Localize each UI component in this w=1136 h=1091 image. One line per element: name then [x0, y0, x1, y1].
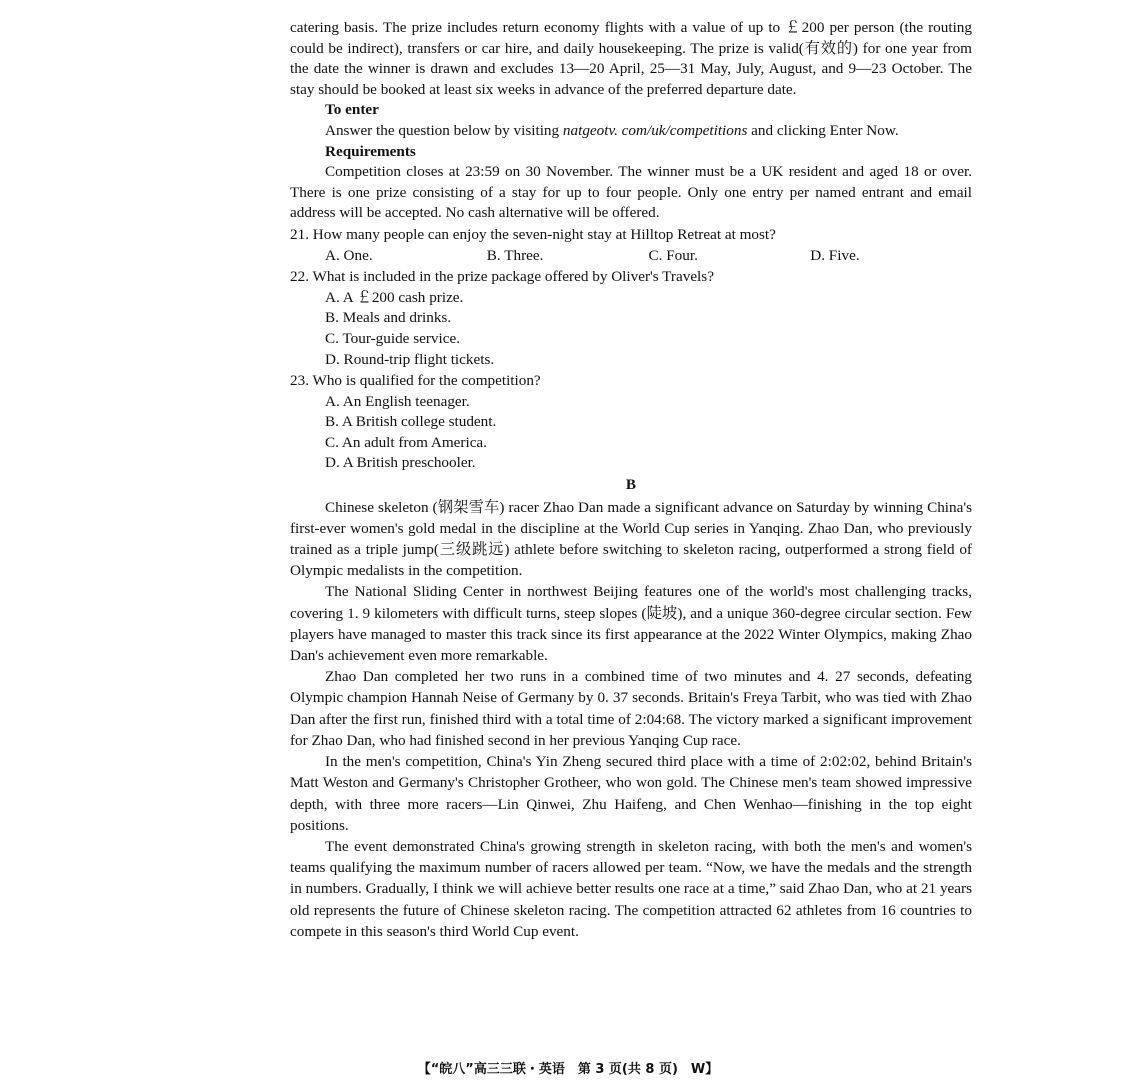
- page-footer: 【“皖八”高三三联・英语 第 3 页(共 8 页) W】: [417, 1062, 719, 1077]
- option-c: C. Tour-guide service.: [325, 329, 461, 347]
- passage-b-paragraph-2: The National Sliding Center in northwest Beijing features one of the world's most challenging tracks, covering 1. 9 kilometers with difficult turns, steep slopes (陡坡), and a unique 360-degree circular section. Few players have managed to master this track since its first appearance at the 2022 Winter Olympics, making Zhao Dan's achievement even more remarkable.: [290, 583, 972, 665]
- option-d: D. A British preschooler.: [325, 454, 476, 472]
- section-label-b: B: [625, 476, 637, 494]
- option-a: A. One.: [325, 246, 373, 264]
- question-stem: 22. What is included in the prize package offered by Oliver's Travels?: [290, 268, 714, 286]
- requirements-text: Competition closes at 23:59 on 30 November. The winner must be a UK resident and aged 18 or over. There is one prize consisting of a stay for up to four people. Only one entry per named entrant and email address will be accepted. No cash alternative will be offered.: [290, 163, 972, 222]
- question-23: [290, 371, 972, 474]
- passage-a-paragraph: catering basis. The prize includes return economy flights with a value of up to ￡200 per person (the routing could be indirect), transfers or car hire, and daily housekeeping. The prize is valid(有效的) for one year from the date the winner is drawn and excludes 13—20 April, 25—31 May, July, August, and 9—23 October. The stay should be booked at least six weeks in advance of the preferred departure date.: [290, 19, 972, 98]
- passage-b-paragraph-3: Zhao Dan completed her two runs in a combined time of two minutes and 4. 27 seconds, defeating Olympic champion Hannah Neise of Germany by 0. 37 seconds. Britain's Freya Tarbit, who was tied with Zhao Dan after the first run, finished third with a total time of 2:04:68. The victory marked a significant improvement for Zhao Dan, who had finished second in her previous Yanqing Cup race.: [290, 668, 972, 749]
- to-enter-heading: To enter: [325, 101, 379, 119]
- option-b: B. Three.: [486, 246, 544, 264]
- passage-b-paragraph-4: In the men's competition, China's Yin Zheng secured third place with a time of 2:02:02, behind Britain's Matt Weston and Germany's Christopher Grotheer, who won gold. The Chinese men's team showed impressive depth, with three more racers—Lin Qinwei, Zhu Haifeng, and Chen Wenhao—finishing in the top eight positions.: [290, 753, 972, 834]
- to-enter-text-pre: Answer the question below by visiting: [325, 121, 563, 139]
- requirements-heading: Requirements: [325, 142, 416, 160]
- option-d: D. Round-trip flight tickets.: [325, 350, 495, 368]
- option-d: D. Five.: [810, 246, 860, 264]
- to-enter-text-post: and clicking Enter Now.: [747, 121, 899, 139]
- question-options: [290, 288, 972, 370]
- to-enter-text: [290, 121, 972, 142]
- question-stem: 21. How many people can enjoy the seven-night stay at Hilltop Retreat at most?: [290, 225, 776, 243]
- question-stem: 23. Who is qualified for the competition?: [290, 372, 541, 390]
- passage-b-paragraph-1: Chinese skeleton (钢架雪车) racer Zhao Dan made a significant advance on Saturday by winning China's first-ever women's gold medal in the discipline at the World Cup series in Yanqing. Zhao Dan, who previously trained as a triple jump(三级跳远) athlete before switching to skeleton racing, outperformed a strong field of Olympic medalists in the competition.: [290, 498, 972, 580]
- question-22: [290, 267, 972, 370]
- exam-page: [290, 18, 972, 942]
- question-options: [290, 246, 972, 267]
- option-a: A. A ￡200 cash prize.: [325, 288, 464, 306]
- question-21: [290, 225, 972, 266]
- option-a: A. An English teenager.: [325, 392, 470, 410]
- competition-url: natgeotv. com/uk/competitions: [562, 121, 748, 139]
- passage-b: [290, 497, 972, 942]
- option-b: B. Meals and drinks.: [325, 309, 452, 327]
- option-b: B. A British college student.: [325, 413, 497, 431]
- option-c: C. An adult from America.: [325, 433, 487, 451]
- option-c: C. Four.: [648, 246, 698, 264]
- passage-b-paragraph-5: The event demonstrated China's growing strength in skeleton racing, with both the men's and women's teams qualifying the maximum number of racers allowed per team. “Now, we have the medals and the strength in numbers. Gradually, I think we will achieve better results one race at a time,” said Zhao Dan, who at 21 years old represents the future of Chinese skeleton racing. The competition attracted 62 athletes from 16 countries to compete in this season's third World Cup event.: [290, 837, 972, 940]
